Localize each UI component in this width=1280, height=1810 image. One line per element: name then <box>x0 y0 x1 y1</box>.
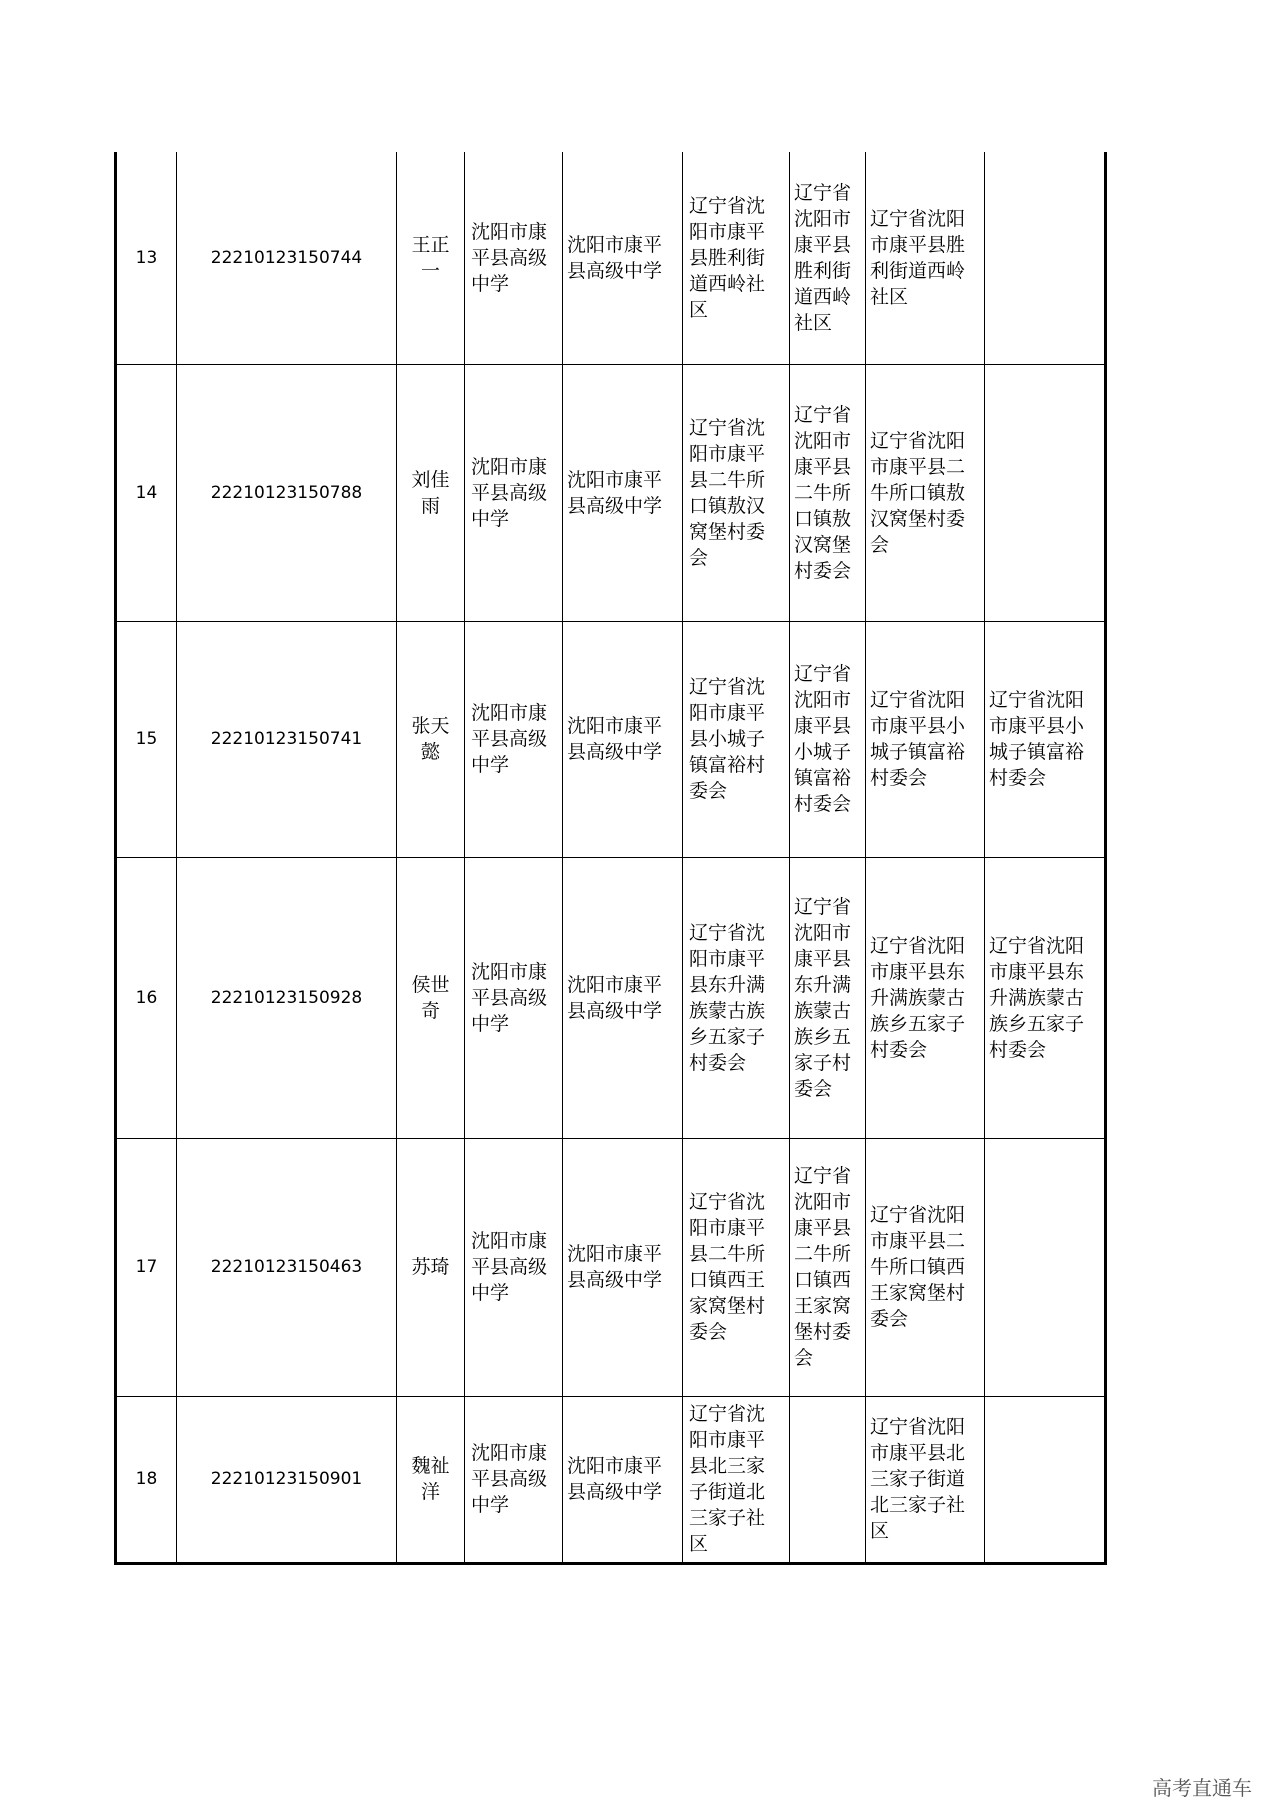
table-body <box>116 152 1106 1563</box>
cell-serial-number: 17 <box>116 1138 177 1396</box>
cell-candidate-id: 22210123150928 <box>177 857 397 1138</box>
cell-candidate-id: 22210123150741 <box>177 621 397 857</box>
cell-home-address: 辽宁省沈阳市康平县东升满族蒙古族乡五家子村委会 <box>683 857 790 1138</box>
cell-student-name: 侯世奇 <box>397 857 465 1138</box>
cell-student-name: 张天懿 <box>397 621 465 857</box>
cell-household-address: 辽宁省沈阳市康平县二牛所口镇敖汉窝堡村委会 <box>790 364 866 621</box>
cell-student-name: 王正一 <box>397 152 465 364</box>
cell-home-address: 辽宁省沈阳市康平县胜利街道西岭社区 <box>683 152 790 364</box>
cell-household-address: 辽宁省沈阳市康平县小城子镇富裕村委会 <box>790 621 866 857</box>
student-table <box>114 152 1107 1565</box>
cell-graduation-school: 沈阳市康平县高级中学 <box>465 621 563 857</box>
cell-registration-school: 沈阳市康平县高级中学 <box>563 152 683 364</box>
cell-residence-address: 辽宁省沈阳市康平县小城子镇富裕村委会 <box>866 621 985 857</box>
cell-candidate-id: 22210123150788 <box>177 364 397 621</box>
cell-guardian-address <box>985 1138 1106 1396</box>
cell-guardian-address <box>985 152 1106 364</box>
cell-residence-address: 辽宁省沈阳市康平县北三家子街道北三家子社区 <box>866 1396 985 1563</box>
cell-graduation-school: 沈阳市康平县高级中学 <box>465 857 563 1138</box>
cell-registration-school: 沈阳市康平县高级中学 <box>563 621 683 857</box>
cell-student-name: 魏祉洋 <box>397 1396 465 1563</box>
table-row <box>116 364 1106 621</box>
table-row <box>116 857 1106 1138</box>
cell-registration-school: 沈阳市康平县高级中学 <box>563 1396 683 1563</box>
cell-serial-number: 14 <box>116 364 177 621</box>
cell-home-address: 辽宁省沈阳市康平县二牛所口镇西王家窝堡村委会 <box>683 1138 790 1396</box>
cell-residence-address: 辽宁省沈阳市康平县东升满族蒙古族乡五家子村委会 <box>866 857 985 1138</box>
cell-household-address <box>790 1396 866 1563</box>
cell-household-address: 辽宁省沈阳市康平县二牛所口镇西王家窝堡村委会 <box>790 1138 866 1396</box>
cell-household-address: 辽宁省沈阳市康平县东升满族蒙古族乡五家子村委会 <box>790 857 866 1138</box>
cell-household-address: 辽宁省沈阳市康平县胜利街道西岭社区 <box>790 152 866 364</box>
cell-registration-school: 沈阳市康平县高级中学 <box>563 857 683 1138</box>
cell-residence-address: 辽宁省沈阳市康平县二牛所口镇西王家窝堡村委会 <box>866 1138 985 1396</box>
cell-graduation-school: 沈阳市康平县高级中学 <box>465 1396 563 1563</box>
cell-guardian-address <box>985 364 1106 621</box>
cell-graduation-school: 沈阳市康平县高级中学 <box>465 364 563 621</box>
cell-candidate-id: 22210123150744 <box>177 152 397 364</box>
table-row <box>116 1396 1106 1563</box>
cell-candidate-id: 22210123150901 <box>177 1396 397 1563</box>
table-row <box>116 152 1106 364</box>
cell-serial-number: 16 <box>116 857 177 1138</box>
cell-home-address: 辽宁省沈阳市康平县北三家子街道北三家子社区 <box>683 1396 790 1563</box>
table-row <box>116 621 1106 857</box>
cell-serial-number: 15 <box>116 621 177 857</box>
cell-graduation-school: 沈阳市康平县高级中学 <box>465 152 563 364</box>
cell-residence-address: 辽宁省沈阳市康平县二牛所口镇敖汉窝堡村委会 <box>866 364 985 621</box>
cell-residence-address: 辽宁省沈阳市康平县胜利街道西岭社区 <box>866 152 985 364</box>
cell-registration-school: 沈阳市康平县高级中学 <box>563 364 683 621</box>
cell-student-name: 刘佳雨 <box>397 364 465 621</box>
cell-graduation-school: 沈阳市康平县高级中学 <box>465 1138 563 1396</box>
cell-candidate-id: 22210123150463 <box>177 1138 397 1396</box>
watermark-text: 高考直通车 <box>1152 1776 1252 1800</box>
cell-serial-number: 18 <box>116 1396 177 1563</box>
cell-home-address: 辽宁省沈阳市康平县二牛所口镇敖汉窝堡村委会 <box>683 364 790 621</box>
table-row <box>116 1138 1106 1396</box>
cell-student-name: 苏琦 <box>397 1138 465 1396</box>
cell-guardian-address <box>985 1396 1106 1563</box>
cell-registration-school: 沈阳市康平县高级中学 <box>563 1138 683 1396</box>
cell-guardian-address: 辽宁省沈阳市康平县小城子镇富裕村委会 <box>985 621 1106 857</box>
cell-serial-number: 13 <box>116 152 177 364</box>
cell-guardian-address: 辽宁省沈阳市康平县东升满族蒙古族乡五家子村委会 <box>985 857 1106 1138</box>
cell-home-address: 辽宁省沈阳市康平县小城子镇富裕村委会 <box>683 621 790 857</box>
